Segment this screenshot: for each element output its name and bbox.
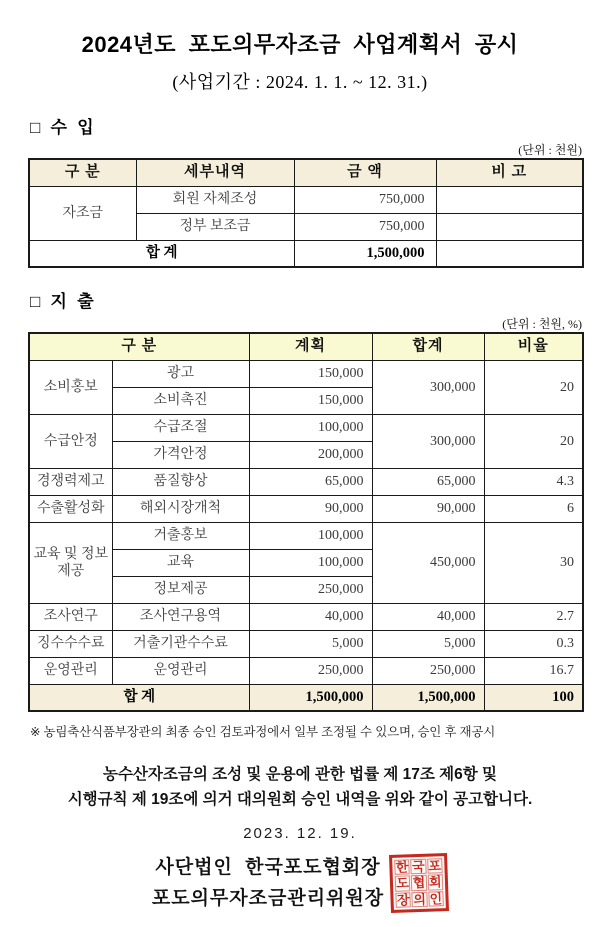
seal-char: 인 [429,891,443,907]
expenditure-detail-cell: 가격안정 [112,441,249,468]
expenditure-plan-cell: 100,000 [249,414,372,441]
expenditure-category-cell: 운영관리 [29,657,112,684]
page-subtitle: (사업기간 : 2024. 1. 1. ~ 12. 31.) [172,72,428,92]
expenditure-header-ratio: 비율 [484,333,583,360]
expenditure-section-heading: □ 지 출 [30,292,97,311]
expenditure-ratio-cell: 16.7 [484,657,583,684]
expenditure-plan-cell: 65,000 [249,468,372,495]
expenditure-detail-cell: 소비촉진 [112,387,249,414]
expenditure-ratio-cell: 20 [484,414,583,468]
expenditure-row [29,630,583,657]
expenditure-total-row [29,684,583,711]
income-header-row [29,159,583,186]
expenditure-table [28,332,584,712]
expenditure-plan-cell: 5,000 [249,630,372,657]
seal-char: 국 [411,858,426,875]
expenditure-plan-cell: 150,000 [249,360,372,387]
expenditure-detail-cell: 조사연구용역 [112,603,249,630]
expenditure-plan-cell: 250,000 [249,657,372,684]
expenditure-ratio-cell: 2.7 [484,603,583,630]
income-amount-cell: 750,000 [294,186,436,213]
approval-footnote: ※ 농림축산식품부장관의 최종 승인 검토과정에서 일부 조정될 수 있으며, 승인 후 재공시 [30,725,496,739]
seal-char: 협 [412,875,426,891]
expenditure-row [29,657,583,684]
expenditure-category-cell: 수급안정 [29,414,112,468]
income-section-heading: □ 수 입 [30,118,97,137]
signature-line-2: 포도의무자조금관리위원장 [151,888,385,909]
expenditure-category-cell: 징수수수료 [29,630,112,657]
expenditure-header-row [29,333,583,360]
income-total-row [29,240,583,267]
expenditure-detail-cell: 수급조절 [112,414,249,441]
expenditure-detail-cell: 교육 [112,549,249,576]
expenditure-row [29,414,583,441]
expenditure-subtotal-cell: 90,000 [372,495,484,522]
expenditure-subtotal-cell: 300,000 [372,360,484,414]
expenditure-category-cell: 교육 및 정보제공 [29,522,112,603]
expenditure-subtotal-cell: 450,000 [372,522,484,603]
income-amount-cell: 750,000 [294,213,436,240]
expenditure-ratio-cell: 0.3 [484,630,583,657]
seal-char: 장 [396,892,410,908]
expenditure-plan-cell: 100,000 [249,549,372,576]
official-seal-stamp [389,853,449,913]
income-detail-cell: 정부 보조금 [136,213,294,240]
expenditure-subtotal-cell: 250,000 [372,657,484,684]
expenditure-total-label: 합 계 [29,684,249,711]
seal-char: 한 [395,859,409,875]
income-row [29,186,583,213]
signature-line-1: 사단법인 한국포도협회장 [155,857,381,878]
expenditure-detail-cell: 거출기관수수료 [112,630,249,657]
expenditure-subtotal-cell: 5,000 [372,630,484,657]
expenditure-row [29,495,583,522]
page-title: 2024년도 포도의무자조금 사업계획서 공시 [81,32,519,57]
expenditure-ratio-cell: 30 [484,522,583,603]
seal-char: 의 [413,891,427,908]
income-header-note: 비 고 [436,159,583,186]
expenditure-row [29,468,583,495]
expenditure-plan-cell: 150,000 [249,387,372,414]
expenditure-header-plan: 계획 [249,333,372,360]
income-note-cell [436,186,583,213]
expenditure-subtotal-cell: 40,000 [372,603,484,630]
expenditure-plan-cell: 200,000 [249,441,372,468]
expenditure-detail-cell: 광고 [112,360,249,387]
seal-char: 도 [396,875,410,892]
expenditure-total-plan: 1,500,000 [249,684,372,711]
expenditure-plan-cell: 40,000 [249,603,372,630]
expenditure-header-category: 구 분 [29,333,249,360]
income-total-label: 합 계 [29,240,294,267]
legal-notice-line-2: 시행규칙 제 19조에 의거 대의원회 승인 내역을 위와 같이 공고합니다. [67,791,533,808]
income-detail-cell: 회원 자체조성 [136,186,294,213]
legal-notice-line-1: 농수산자조금의 조성 및 운용에 관한 법률 제 17조 제6항 및 [102,766,498,783]
expenditure-plan-cell: 90,000 [249,495,372,522]
announcement-date: 2023. 12. 19. [243,825,357,842]
expenditure-category-cell: 경쟁력제고 [29,468,112,495]
expenditure-row [29,360,583,387]
income-note-cell [436,213,583,240]
expenditure-ratio-cell: 4.3 [484,468,583,495]
expenditure-total-subtotal: 1,500,000 [372,684,484,711]
seal-char: 포 [428,858,442,874]
legal-notice [0,762,600,812]
income-table [28,158,584,268]
expenditure-row [29,603,583,630]
expenditure-category-cell: 소비홍보 [29,360,112,414]
expenditure-category-cell: 조사연구 [29,603,112,630]
expenditure-category-cell: 수출활성화 [29,495,112,522]
income-header-detail: 세부내역 [136,159,294,186]
signature-lines [152,852,384,914]
expenditure-subtotal-cell: 65,000 [372,468,484,495]
expenditure-ratio-cell: 20 [484,360,583,414]
expenditure-detail-cell: 운영관리 [112,657,249,684]
expenditure-subtotal-cell: 300,000 [372,414,484,468]
income-header-category: 구 분 [29,159,136,186]
income-category-cell: 자조금 [29,186,136,240]
expenditure-detail-cell: 정보제공 [112,576,249,603]
expenditure-detail-cell: 해외시장개척 [112,495,249,522]
signature-block [0,852,600,914]
income-total-note [436,240,583,267]
income-unit-note: (단위 : 천원) [518,143,582,157]
expenditure-unit-note: (단위 : 천원, %) [502,317,582,331]
expenditure-total-ratio: 100 [484,684,583,711]
income-total-amount: 1,500,000 [294,240,436,267]
expenditure-plan-cell: 250,000 [249,576,372,603]
expenditure-row [29,522,583,549]
seal-char: 회 [428,874,442,891]
expenditure-ratio-cell: 6 [484,495,583,522]
expenditure-detail-cell: 품질향상 [112,468,249,495]
expenditure-detail-cell: 거출홍보 [112,522,249,549]
income-header-amount: 금 액 [294,159,436,186]
expenditure-header-subtotal: 합계 [372,333,484,360]
expenditure-plan-cell: 100,000 [249,522,372,549]
